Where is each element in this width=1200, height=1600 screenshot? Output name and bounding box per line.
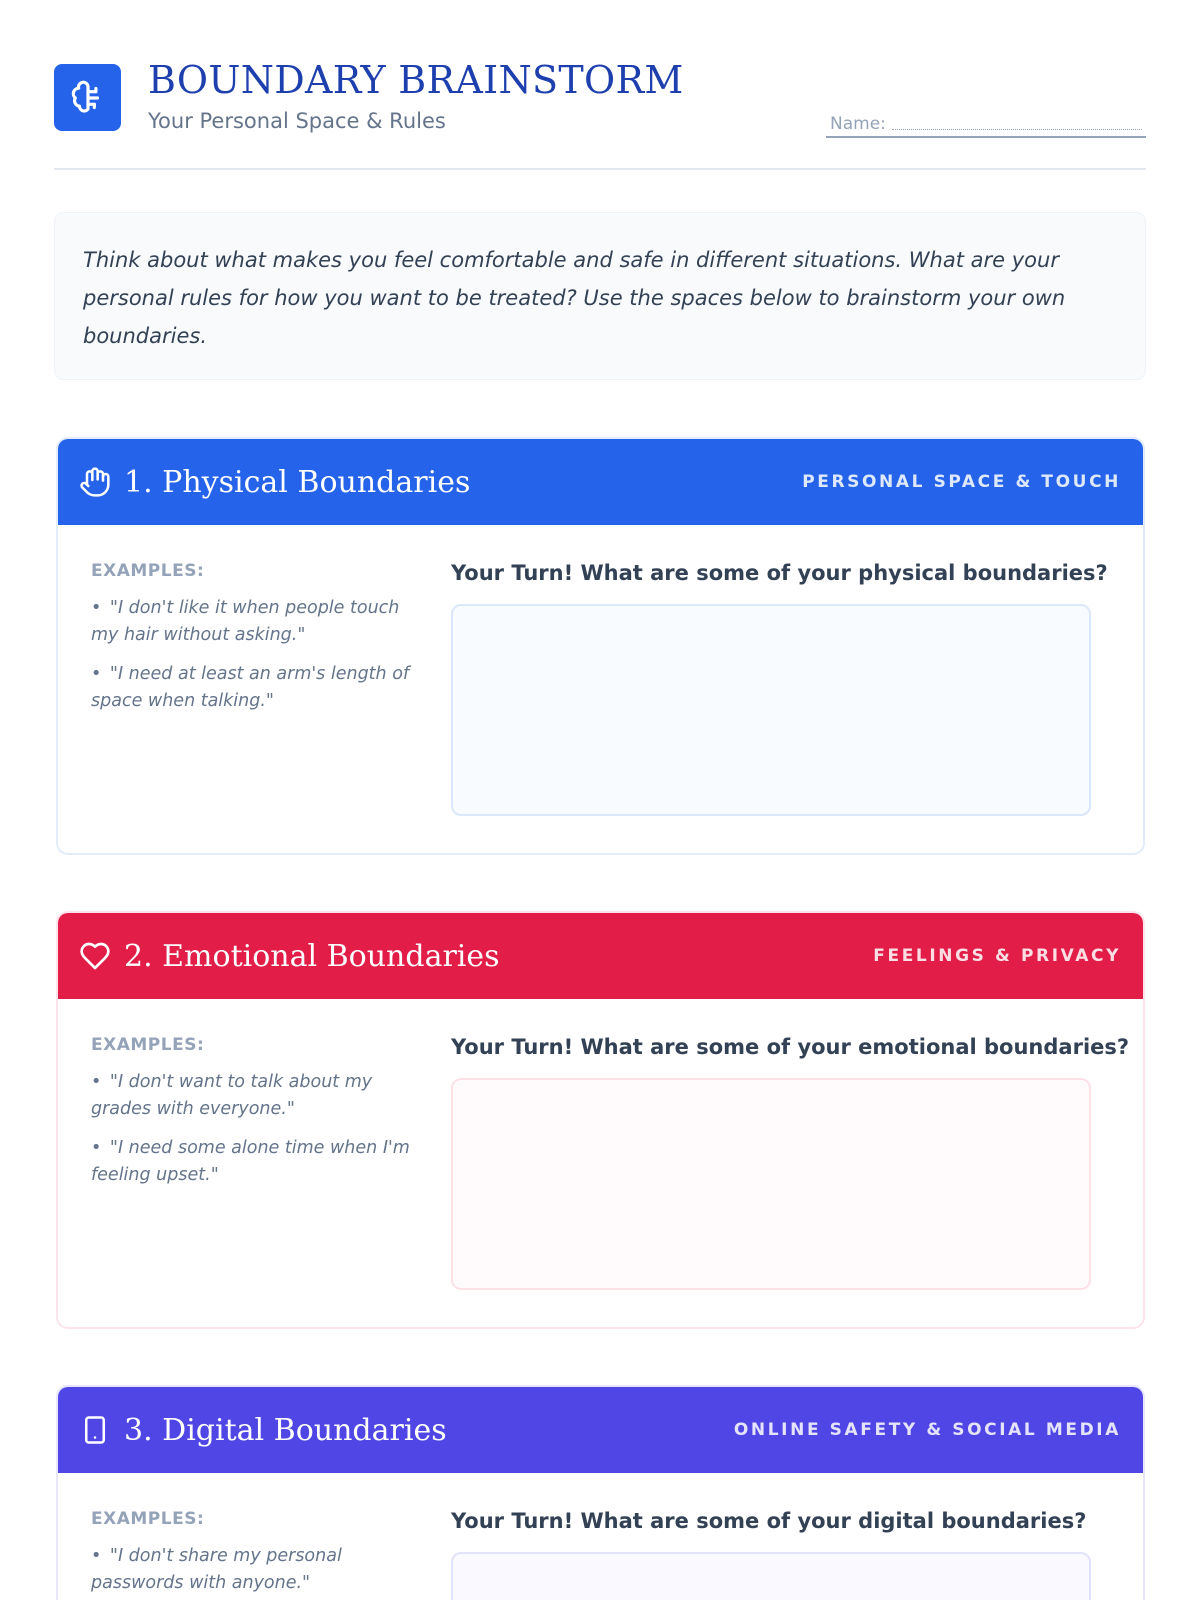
section-title: 1. Physical Boundaries xyxy=(124,464,471,500)
example-item: • "I need at least an arm's length of space when talking." xyxy=(91,664,410,711)
heart-icon xyxy=(78,939,112,973)
brain-icon xyxy=(54,64,121,131)
intro-text: Think about what makes you feel comfortable and safe in different situations. What are your personal rules for how you want to be treated? Use the spaces below to brainstorm your own boundaries. xyxy=(83,248,1066,348)
prompt-question: Your Turn! What are some of your digital boundaries? xyxy=(451,1509,1087,1533)
section-physical-boundaries xyxy=(56,437,1145,855)
examples-label: EXAMPLES: xyxy=(91,1035,205,1055)
section-tag: ONLINE SAFETY & SOCIAL MEDIA xyxy=(733,1420,1121,1440)
section-header xyxy=(58,1387,1143,1473)
examples-label: EXAMPLES: xyxy=(91,561,205,581)
intro-box xyxy=(54,212,1146,380)
example-item: • "I don't share my personal passwords with anyone." xyxy=(91,1546,342,1593)
section-body xyxy=(58,999,1143,1329)
section-title: 3. Digital Boundaries xyxy=(124,1412,447,1448)
name-label: Name: xyxy=(830,114,886,134)
worksheet-header xyxy=(54,0,1146,170)
section-title: 2. Emotional Boundaries xyxy=(124,938,500,974)
example-item: • "I need some alone time when I'm feeling upset." xyxy=(91,1138,410,1185)
prompt-question: Your Turn! What are some of your physical boundaries? xyxy=(451,561,1108,585)
phone-icon xyxy=(78,1413,112,1447)
name-write-line[interactable] xyxy=(892,116,1142,130)
page-subtitle: Your Personal Space & Rules xyxy=(148,109,446,133)
example-item: • "I don't want to talk about my grades with everyone." xyxy=(91,1072,373,1119)
name-field[interactable] xyxy=(826,111,1146,138)
examples-list xyxy=(91,1035,421,1201)
answer-box[interactable] xyxy=(451,1552,1091,1600)
section-digital-boundaries xyxy=(56,1385,1145,1600)
section-header xyxy=(58,913,1143,999)
section-tag: PERSONAL SPACE & TOUCH xyxy=(802,472,1121,492)
answer-box[interactable] xyxy=(451,604,1091,816)
examples-list xyxy=(91,561,421,727)
example-item: • "I don't like it when people touch my hair without asking." xyxy=(91,598,400,645)
section-emotional-boundaries xyxy=(56,911,1145,1329)
hand-icon xyxy=(78,465,112,499)
page-title: BOUNDARY BRAINSTORM xyxy=(148,58,684,102)
prompt-question: Your Turn! What are some of your emotional boundaries? xyxy=(451,1035,1130,1059)
answer-box[interactable] xyxy=(451,1078,1091,1290)
section-header xyxy=(58,439,1143,525)
section-body xyxy=(58,525,1143,855)
section-tag: FEELINGS & PRIVACY xyxy=(873,946,1121,966)
section-body xyxy=(58,1473,1143,1600)
examples-list xyxy=(91,1509,421,1600)
examples-label: EXAMPLES: xyxy=(91,1509,205,1529)
